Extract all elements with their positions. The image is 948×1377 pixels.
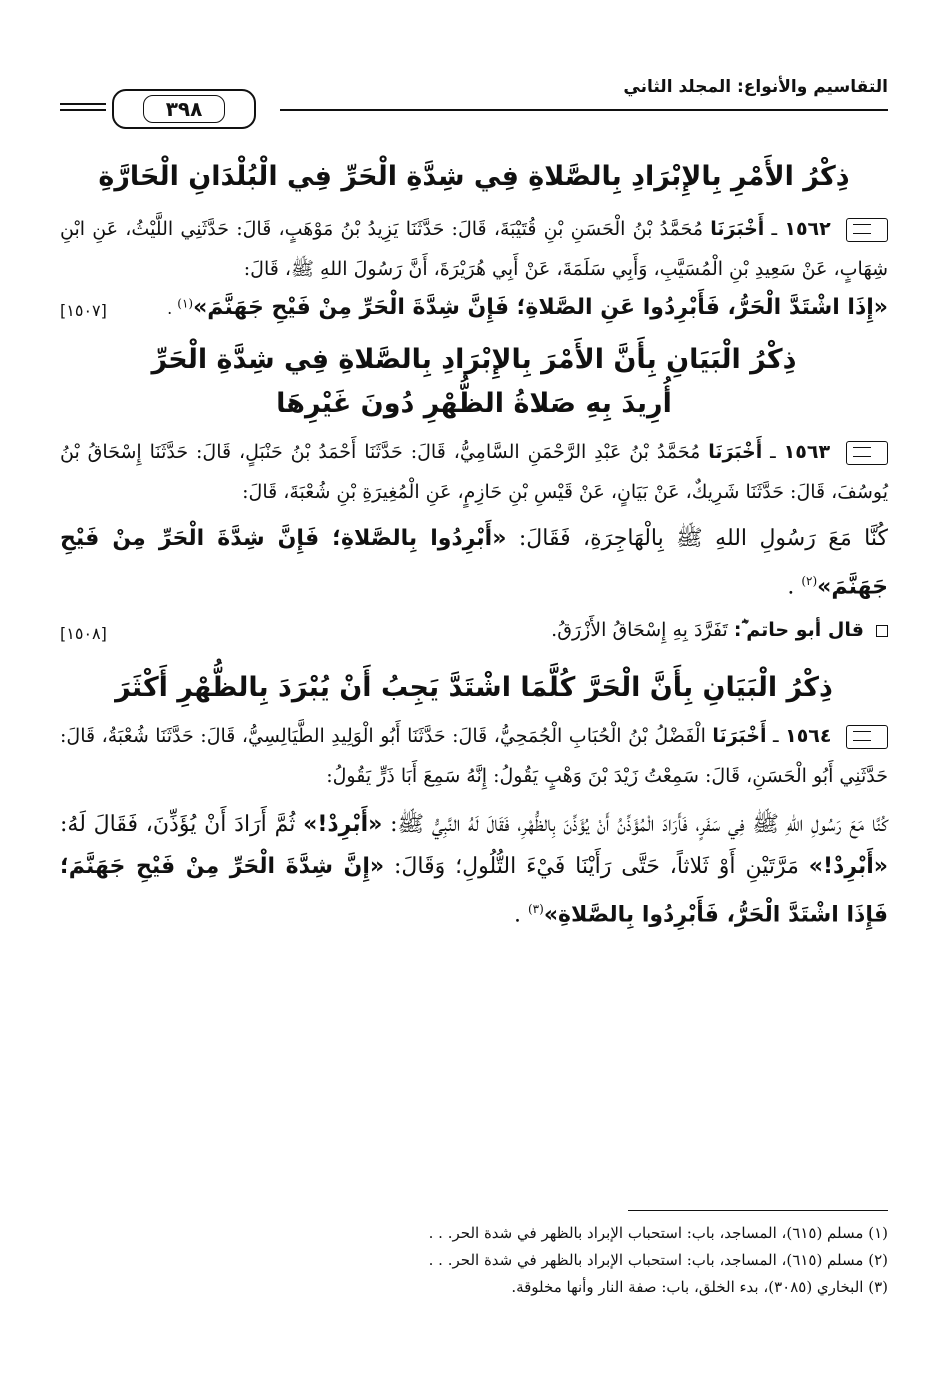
hadith-marker-icon xyxy=(846,441,888,465)
page-number-box xyxy=(112,89,256,129)
text-intro: كُنَّا مَعَ رَسُولِ اللهِ ﷺ بِالْهَاجِرَةِ، فَقَالَ: xyxy=(518,526,888,551)
matn: «أَبْرِدُوا بِالصَّلاةِ؛ فَإِنَّ شِدَّةَ الْحَرِّ مِنْ فَيْحِ جَهَنَّمَ» xyxy=(60,526,888,600)
page-number: ٣٩٨ xyxy=(143,95,226,123)
footnote-mark: (٢) xyxy=(801,574,818,588)
hadith-1562 xyxy=(60,209,888,289)
running-title: التقاسيم والأنواع: المجلد الثاني xyxy=(623,77,888,97)
hadith-text xyxy=(60,518,888,608)
dash: ـ xyxy=(766,725,779,748)
header-left-rule xyxy=(60,103,106,105)
matn: «إِذَا اشْتَدَّ الْحَرُّ، فَأَبْرِدُوا عَنِ الصَّلاةِ؛ فَإِنَّ شِدَّةَ الْحَرِّ مِنْ فَيْحِ جَهَنَّمَ» xyxy=(193,295,888,320)
editor-note xyxy=(60,612,888,648)
section-heading-line2: أُرِيدَ بِهِ صَلاةُ الظُّهْرِ دُونَ غَيْرِهَا xyxy=(276,388,672,419)
square-bullet-icon xyxy=(876,625,888,637)
footnote-number: (٢) xyxy=(868,1251,888,1269)
quote-2: «أَبْرِدْ!» xyxy=(808,854,889,880)
footnote-text: البخاري (٣٠٨٥)، بدء الخلق، باب: صفة النار وأنها مخلوقة. xyxy=(511,1278,864,1296)
isnad: مُحَمَّدُ بْنُ عَبْدِ الرَّحْمَنِ السَّامِيُّ، قَالَ: حَدَّثَنَا أَحْمَدُ بْنُ حَنْبَلٍ، قَالَ: حَدَّثَنَا إِسْحَاقُ بْنُ يُوسُفَ، قَالَ: حَدَّثَنَا شَرِيكٌ، عَنْ بَيَانٍ، عَنْ قَيْسِ بْنِ حَازِمٍ، عَنِ الْمُغِيرَةِ بْنِ شُعْبَةَ، قَالَ: xyxy=(60,441,888,503)
isnad: مُحَمَّدُ بْنُ الْحَسَنِ بْنِ قُتَيْبَةَ، قَالَ: حَدَّثَنَا يَزِيدُ بْنُ مَوْهَبٍ، قَالَ: حَدَّثَنِي اللَّيْثُ، عَنِ ابْنِ شِهَابٍ، عَنْ سَعِيدِ بْنِ الْمُسَيَّبِ، وَأَبِي سَلَمَةَ، عَنْ أَبِي هُرَيْرَةَ، أَنَّ رَسُولَ اللهِ ﷺ، قَالَ: xyxy=(60,218,888,280)
note-text: تَفَرَّدَ بِهِ إِسْحَاقُ الأَزْرَقُ. xyxy=(551,619,728,642)
hadith-number: ١٥٦٣ xyxy=(783,441,831,463)
header-left-rule-2 xyxy=(60,109,106,111)
page-header xyxy=(60,77,888,137)
akhbarana-label: أَخْبَرَنَا xyxy=(708,441,763,463)
dash: ـ xyxy=(762,441,776,463)
hadith-text xyxy=(60,804,888,936)
footnote-3 xyxy=(60,1274,888,1301)
section-heading: ذِكْرُ الْبَيَانِ بِأَنَّ الْحَرَّ كُلَّمَا اشْتَدَّ يَجِبُ أَنْ يُبْرَدَ بِالظُّهْرِ أَكْثَرَ xyxy=(115,672,833,704)
footnote-mark: (٣) xyxy=(527,902,544,917)
text-part-2: ثُمَّ أَرَادَ أَنْ يُؤَذِّنَ، فَقَالَ لَهُ: xyxy=(60,812,296,838)
footnote-text: مسلم (٦١٥)، المساجد، باب: استحباب الإبراد بالظهر في شدة الحر. . . xyxy=(428,1224,864,1242)
hadith-marker-icon xyxy=(846,725,888,749)
section-heading: ذِكْرُ الأَمْرِ بِالإِبْرَادِ بِالصَّلاةِ فِي شِدَّةِ الْحَرِّ فِي الْبُلْدَانِ الْحَارَّةِ xyxy=(98,161,850,192)
akhbarana-label: أَخْبَرَنَا xyxy=(710,218,765,240)
note-label: قال أبو حاتم ؓ: xyxy=(733,619,864,642)
footnote-mark: (١) xyxy=(177,296,194,311)
hadith-1564 xyxy=(60,716,888,796)
header-rule xyxy=(280,109,888,111)
hadith-marker-icon xyxy=(846,218,888,242)
content xyxy=(60,147,888,937)
footnote-2 xyxy=(60,1247,888,1274)
hadith-number: ١٥٦٤ xyxy=(785,725,832,748)
footnote-number: (١) xyxy=(868,1224,888,1242)
dash: ـ xyxy=(764,218,778,240)
reference-number: [١٥٠٨] xyxy=(60,624,107,644)
isnad: الْفَضْلُ بْنُ الْحُبَابِ الْجُمَحِيُّ، قَالَ: حَدَّثَنَا أَبُو الْوَلِيدِ الطَّيَالِسِيُّ، قَالَ: حَدَّثَنَا شُعْبَةُ، قَالَ: حَدَّثَنِي أَبُو الْحَسَنِ، قَالَ: سَمِعْتُ زَيْدَ بْنَ وَهْبٍ يَقُولُ: إِنَّهُ سَمِعَ أَبَا ذَرٍّ يَقُولُ: xyxy=(60,725,888,788)
footnote-text: مسلم (٦١٥)، المساجد، باب: استحباب الإبراد بالظهر في شدة الحر. . . xyxy=(428,1251,864,1269)
reference-number: [١٥٠٧] xyxy=(60,301,107,320)
section-heading: ذِكْرُ الْبَيَانِ بِأَنَّ الأَمْرَ بِالإِبْرَادِ بِالصَّلاةِ فِي شِدَّةِ الْحَرِّ xyxy=(151,344,797,375)
akhbarana-label: أَخْبَرَنَا xyxy=(712,725,767,748)
period: . xyxy=(787,574,802,600)
footnote-1 xyxy=(60,1220,888,1247)
text-part-3: مَرَّتَيْنِ أَوْ ثَلاثاً، حَتَّى رَأَيْنَا فَيْءَ التُّلُولِ؛ وَقَالَ: xyxy=(393,854,799,880)
matn-block xyxy=(60,295,888,320)
footnote-number: (٣) xyxy=(868,1278,888,1296)
page xyxy=(60,55,888,1335)
footnote-rule xyxy=(628,1210,888,1211)
period: . xyxy=(513,902,528,928)
quote-1: «أَبْرِدْ!» xyxy=(303,812,383,838)
text-part-1: كُنَّا مَعَ رَسُولِ اللهِ ﷺ فِي سَفَرٍ، فَأَرَادَ الْمُؤَذِّنُ أَنْ يُؤَذِّنَ بِالظُّهْرِ، فَقَالَ لَهُ النَّبِيُّ ﷺ: xyxy=(390,812,888,838)
matn: «إِنَّ شِدَّةَ الْحَرِّ مِنْ فَيْحِ جَهَنَّمَ؛ فَإِذَا اشْتَدَّ الْحَرُّ، فَأَبْرِدُوا بِالصَّلاةِ» xyxy=(60,854,888,928)
hadith-1563 xyxy=(60,432,888,512)
period: . xyxy=(167,299,178,318)
footnotes xyxy=(60,1220,888,1301)
hadith-number: ١٥٦٢ xyxy=(784,218,831,240)
